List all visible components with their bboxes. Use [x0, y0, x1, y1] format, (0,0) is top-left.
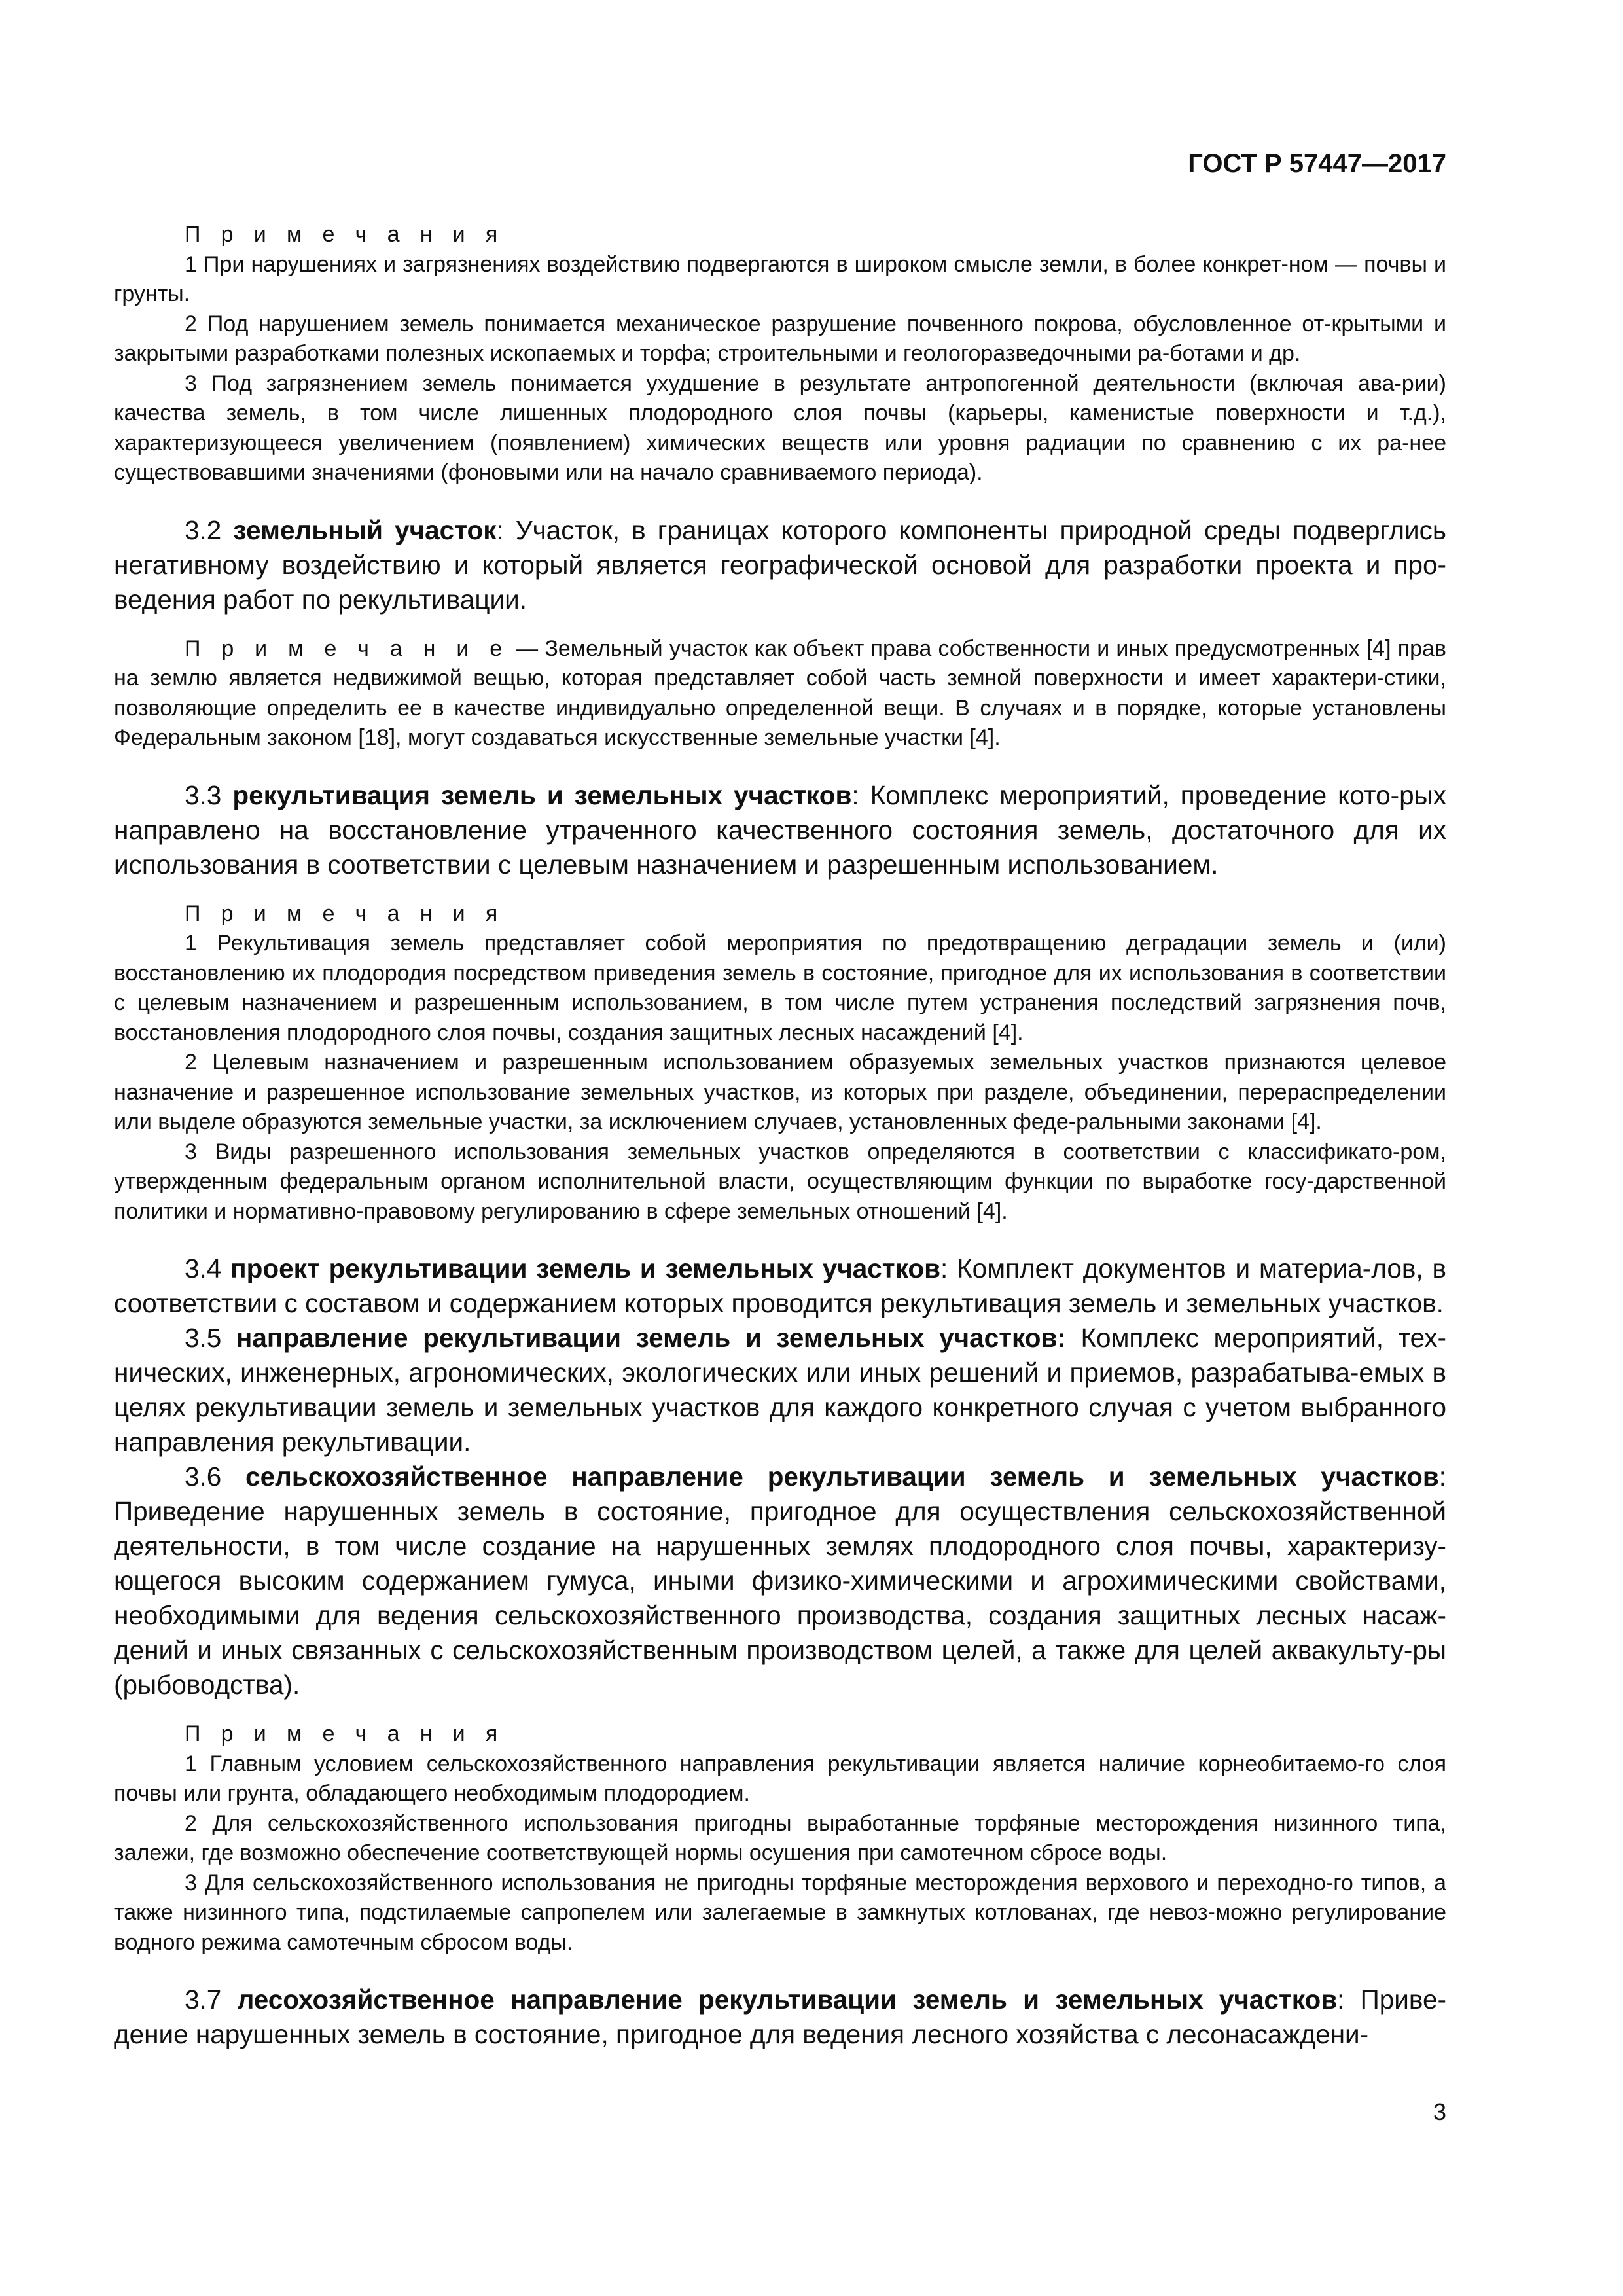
note-item: 2 Целевым назначением и разрешенным использованием образуемых земельных участков признаются целевое назначение и разрешенное использование земельных участков, из которых при разделе, объединении, перераспределении или выделе образуются земельные участки, за исключением случаев, установленных феде-ральными законами [4]. [114, 1050, 1446, 1134]
note-item: 2 Под нарушением земель понимается механическое разрушение почвенного покрова, обусловленное от-крытыми и закрытыми разработками полезных ископаемых и торфа; строительными и геологоразведочными ра-ботами и др. [114, 311, 1446, 366]
note-text: — Земельный участок как объект права собственности и иных предусмотренных [4] прав на землю является недвижимой вещью, которая представляет собой часть земной поверхности и имеет характери-стики, позволяющие определить ее в качестве индивидуально определенной вещи. В случаях и в порядке, которые установлены Федеральным законом [18], могут создаваться искусственные земельные участки [4]. [114, 636, 1446, 750]
term-definition: : Приведение нарушенных земель в состояние, пригодное для осуществления сельскохозяйственной деятельности, в том числе создание на нарушенных землях плодородного слоя почвы, характеризу-ющегося высоким содержанием гумуса, иными физико-химическими и агрохимическими свойствами, необходимыми для ведения сельскохозяйственного производства, создания защитных лесных насаж-дений и иных связанных с сельскохозяйственным производством целей, а также для целей аквакульту-ры (рыбоводства). [114, 1462, 1446, 1700]
note-item: 3 Виды разрешенного использования земельных участков определяются в соответствии с классификато-ром, утвержденным федеральным органом исполнительной власти, осуществляющим функции по выработке госу-дарственной политики и нормативно-правовому регулированию в сфере земельных отношений [4]. [114, 1139, 1446, 1224]
notes-block-2 [114, 634, 1446, 753]
term-number: 3.5 [185, 1323, 236, 1353]
note-item: 3 Для сельскохозяйственного использования не пригодны торфяные месторождения верхового и переходно-го типов, а также низинного типа, подстилаемые сапропелем или залегаемые в замкнутых котлованах, где невоз-можно регулирование водного режима самотечным сбросом воды. [114, 1870, 1446, 1955]
term-title: лесохозяйственное направление рекультивации земель и земельных участков [237, 1984, 1338, 2015]
note-item: 2 Для сельскохозяйственного использования пригодны выработанные торфяные месторождения низинного типа, залежи, где возможно обеспечение соответствующей нормы осушения при самотечном сбросе воды. [114, 1810, 1446, 1865]
term-definition: : Комплекс мероприятий, проведение кото-рых направлено на восстановление утраченного качественного состояния земель, достаточного для их использования в соответствии с целевым назначением и разрешенным использованием. [114, 780, 1446, 880]
term-number: 3.7 [185, 1984, 238, 2015]
note-label: П р и м е ч а н и е [185, 636, 510, 661]
term-definition: : Комплект документов и материа-лов, в соответствии с составом и содержанием которых проводится рекультивация земель и земельных участков. [114, 1253, 1446, 1318]
notes-label: П р и м е ч а н и я [185, 1721, 505, 1746]
term-title: сельскохозяйственное направление рекультивации земель и земельных участков [245, 1462, 1439, 1492]
term-number: 3.6 [185, 1462, 246, 1492]
notes-block-4 [114, 1719, 1446, 1958]
term-3-4 [114, 1251, 1446, 1321]
term-number: 3.4 [185, 1253, 231, 1283]
term-3-6 [114, 1460, 1446, 1702]
note-item [114, 634, 1446, 753]
term-3-5 [114, 1321, 1446, 1460]
term-definition: : Участок, в границах которого компоненты природной среды подверглись негативному воздействию и который является географической основой для разработки проекта и про-ведения работ по рекультивации. [114, 514, 1447, 615]
term-title: рекультивация земель и земельных участков [232, 780, 852, 810]
notes-block-1 [114, 220, 1446, 488]
term-definition: Комплекс мероприятий, тех-нических, инженерных, агрономических, экологических или иных решений и приемов, разрабатыва-емых в целях рекультивации земель и земельных участков для каждого конкретного случая с учетом выбранного направления рекультивации. [114, 1323, 1446, 1457]
note-item: 3 Под загрязнением земель понимается ухудшение в результате антропогенной деятельности (включая ава-рии) качества земель, в том числе лишенных плодородного слоя почвы (карьеры, каменистые поверхности и т.д.), характеризующееся увеличением (появлением) химических веществ или уровня радиации по сравнению с их ра-нее существовавшими значениями (фоновыми или на начало сравниваемого периода). [114, 370, 1446, 485]
term-3-7 [114, 1982, 1446, 2052]
page-content [114, 220, 1446, 2052]
note-item: 1 Рекультивация земель представляет собой мероприятия по предотвращению деградации земель и (или) восстановлению их плодородия посредством приведения земель в состояние, пригодное для их использования в соответствии с целевым назначением и разрешенным использованием, в том числе путем устранения последствий загрязнения почв, восстановления плодородного слоя почвы, создания защитных лесных насаждений [4]. [114, 931, 1446, 1045]
page-number: 3 [1433, 2098, 1446, 2125]
term-title: направление рекультивации земель и земельных участков: [236, 1323, 1066, 1353]
term-title: земельный участок [233, 514, 497, 545]
term-number: 3.2 [185, 514, 234, 545]
note-item: 1 Главным условием сельскохозяйственного направления рекультивации является наличие корнеобитаемо-го слоя почвы или грунта, обладающего необходимым плодородием. [114, 1751, 1446, 1806]
term-number: 3.3 [185, 780, 233, 810]
notes-block-3 [114, 899, 1446, 1227]
notes-label: П р и м е ч а н и я [185, 222, 505, 247]
term-3-3 [114, 778, 1446, 882]
term-3-2 [114, 513, 1446, 617]
note-item: 1 При нарушениях и загрязнениях воздействию подвергаются в широком смысле земли, в более конкрет-ном — почвы и грунты. [114, 251, 1446, 306]
standard-designation: ГОСТ Р 57447—2017 [1188, 149, 1446, 178]
term-title: проект рекультивации земель и земельных участков [230, 1253, 940, 1283]
term-definition: : Приве-дение нарушенных земель в состояние, пригодное для ведения лесного хозяйства с лесонасаждени- [114, 1984, 1447, 2049]
notes-label: П р и м е ч а н и я [185, 901, 505, 926]
